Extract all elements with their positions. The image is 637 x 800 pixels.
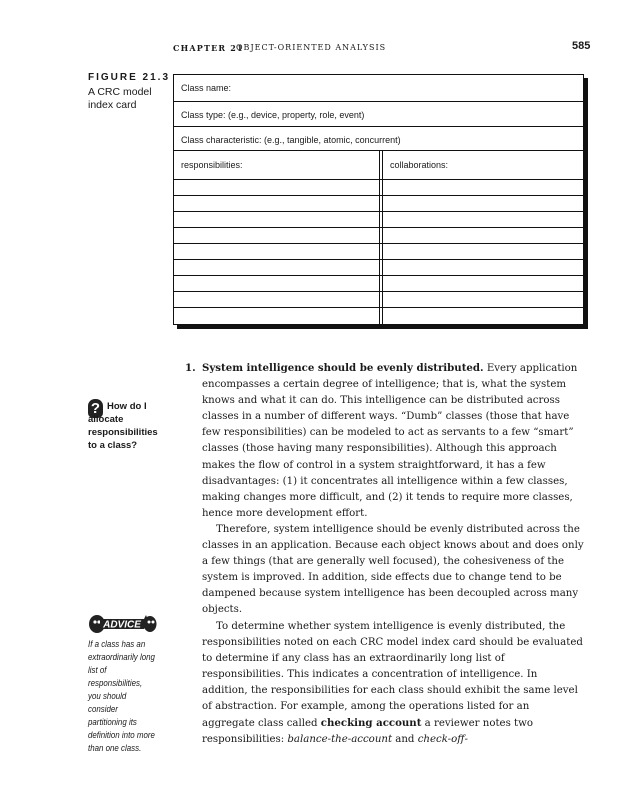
- card-blank-row: [174, 291, 583, 292]
- card-blank-row: [174, 195, 583, 196]
- figure-label: FIGURE 21.3: [88, 72, 171, 83]
- class-name-row: Class name:: [174, 75, 583, 102]
- italic-term: balance-the-account: [287, 734, 393, 746]
- italic-term: check-off-: [417, 734, 468, 746]
- collaborations-header: collaborations:: [390, 160, 449, 170]
- header-rule: [174, 179, 583, 180]
- page-number: 585: [572, 40, 591, 52]
- class-characteristic-row: Class characteristic: (e.g., tangible, atomic, concurrent): [174, 127, 583, 151]
- crc-index-card: [173, 74, 584, 325]
- class-type-row: Class type: (e.g., device, property, role, event): [174, 102, 583, 127]
- item-text: Every application encompasses a certain degree of intelligence; that is, what the system knows and what it can do. This intelligence can be distributed across classes in a number of different ways. “Dumb” classes (those that have few responsibilities) can be modeled to act as servants to a few “smart” classes (those having many responsibilities). Although this approach makes the flow of control in a system straightforward, it has a few disadvantages: (1) it concentrates all intelligence within a few classes, making changes more difficult, and (2) it tends to require more classes, hence more development effort.: [202, 363, 578, 519]
- figure-caption: A CRC model index card: [88, 86, 152, 111]
- margin-question-text: How do I allocate responsibilities to a class?: [88, 401, 158, 451]
- item-number: 1.: [185, 362, 196, 374]
- chapter-label: CHAPTER 21: [173, 43, 244, 53]
- item-heading: System intelligence should be evenly distributed.: [202, 362, 484, 374]
- card-blank-row: [174, 227, 583, 228]
- paragraph: Therefore, system intelligence should be evenly distributed across the classes in an application. Because each object knows about and does only a few things (that are generally well focused), the cohesiveness of the system is improved. In addition, side effects due to change tend to be dampened because system intelligence has been decoupled across many objects.: [202, 523, 584, 616]
- margin-advice-text: If a class has an extraordinarily long list of responsibilities, you should consider partitioning its definition into more than one class.: [88, 639, 155, 753]
- body-text: [185, 360, 585, 748]
- card-blank-row: [174, 243, 583, 244]
- advice-label: ADVICE: [103, 619, 141, 631]
- card-blank-row: [174, 259, 583, 260]
- card-blank-row: [174, 275, 583, 276]
- card-blank-row: [174, 307, 583, 308]
- list-item: [185, 360, 585, 522]
- paragraph: To determine whether system intelligence is evenly distributed, the responsibilities noted on each CRC model index card should be evaluated to determine if any class has an extraordinarily long list of responsibilities. This indicates a concentration of intelligence. In addition, the responsibilities for each class should exhibit the same level of abstraction. For example, among the operations listed for an aggregate class called checking account a reviewer notes two responsibilities: balance-the-account and check-off-: [202, 620, 583, 746]
- question-mark-icon: ?: [88, 399, 103, 418]
- card-blank-row: [174, 211, 583, 212]
- column-divider: [379, 151, 383, 324]
- responsibilities-header: responsibilities:: [181, 160, 243, 170]
- advice-icon: [88, 612, 158, 636]
- chapter-title: OBJECT-ORIENTED ANALYSIS: [236, 43, 387, 52]
- bold-term: checking account: [320, 717, 422, 730]
